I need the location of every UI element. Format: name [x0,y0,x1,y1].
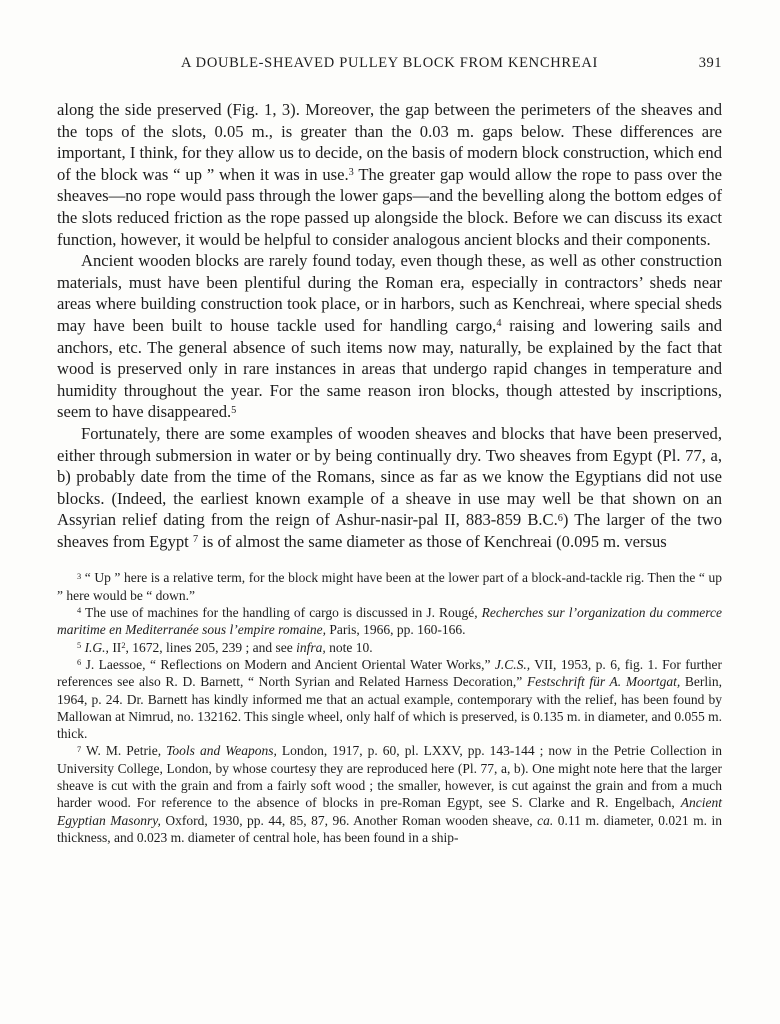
footnote-marker: 2 [121,640,126,650]
footnote-marker: 4 [77,606,82,616]
running-title: A DOUBLE-SHEAVED PULLEY BLOCK FROM KENCHREAI [180,55,599,71]
body-paragraph: along the side preserved (Fig. 1, 3). Moreover, the gap between the perimeters of the sheaves and the tops of the slots, 0.05 m., is greater than the 0.03 m. gaps below. These differences are important, I think, for they allow us to decide, on the basis of modern block construction, which end of the block was “ up ” when it was in use.$^3$ The greater gap would allow the rope to pass over the sheaves—no rope would pass through the lower gaps—and the bevelling along the bottom edges of the slots reduced friction as the rope passed up alongside the block. Before we can discuss its exact function, however, it would be helpful to consider analogous ancient blocks and their components. [57,100,723,249]
italic-text: Recherches sur l’organization du commerce maritime en Mediterranée sous l’empire romaine, [57,605,722,638]
footnotes [57,569,722,846]
footnote-marker: 5 [77,640,82,650]
italic-text: Tools and Weapons, [166,743,277,759]
footnote-marker: 3 [77,571,82,581]
footnote: $^5$ I.G., $II^2$, 1672, lines 205, 239 ; and see infra, note 10. [77,639,373,655]
page-header [57,55,722,72]
footnote-marker: 6 [557,512,563,524]
page-number: 391 [698,55,722,71]
footnote-marker: 5 [231,404,237,416]
footnote-marker: 6 [77,658,82,668]
footnote-marker: 7 [192,534,199,546]
body-text [57,99,722,552]
footnote: $^7$ W. M. Petrie, Tools and Weapons, London, 1917, p. 60, pl. LXXV, pp. 143-144 ; now in the Petrie Collection in University College, London, by whose courtesy they are reproduced here (Pl. 77, a, b). One might note here that the larger sheave is cut with the grain and from a fairly soft wood ; the smaller, however, is cut against the grain and from a much harder wood. For reference to the absence of blocks in pre-Roman Egypt, see S. Clarke and R. Engelbach, Ancient Egyptian Masonry, Oxford, 1930, pp. 44, 85, 87, 96. Another Roman wooden sheave, ca. 0.11 m. diameter, 0.021 m. in thickness, and 0.023 m. diameter of central hole, has been found in a ship- [57,743,723,845]
italic-text: Ancient Egyptian Masonry, [57,795,722,828]
italic-text: ca. [537,812,554,828]
footnote-marker: 4 [496,318,502,330]
footnote: $^6$ J. Laessoe, “ Reflections on Modern and Ancient Oriental Water Works,” J.C.S., VII, 1953, p. 6, fig. 1. For further references see also R. D. Barnett, “ North Syrian and Related Harness Decoration,” Festschrift für A. Moortgat, Berlin, 1964, p. 24. Dr. Barnett has kindly informed me that an actual example, contemporary with the relief, has been found by Mallowan at Nimrud, no. 132162. This single wheel, only half of which is preserved, is 0.135 m. in diameter, and 0.055 m. thick. [57,656,722,742]
footnote-marker: 3 [348,167,354,179]
italic-text: Festschrift für A. Moortgat, [526,674,681,690]
footnote: $^4$ The use of machines for the handling of cargo is discussed in J. Rougé, Recherches sur l’organization du commerce maritime en Mediterranée sous l’empire romaine, Paris, 1966, pp. 160-166. [57,605,722,638]
body-paragraph: Fortunately, there are some examples of wooden sheaves and blocks that have been preserved, either through submersion in water or by being continually dry. Two sheaves from Egypt (Pl. 77, a, b) probably date from the time of the Romans, since as far as we know the Egyptians did not use blocks. (Indeed, the earliest known example of a sheave in use may well be that shown on an Assyrian relief dating from the reign of Ashur-nasir-pal II, 883-859 B.C.$^6$) The larger of the two sheaves from Egypt $^7$ is of almost the same diameter as those of Kenchreai (0.095 m. versus [57,423,722,551]
footnote: $^3$ “ Up ” here is a relative term, for the block might have been at the lower part of a block-and-tackle rig. Then the “ up ” here would be “ down.” [57,570,722,603]
italic-text: J.C.S., [494,656,531,672]
italic-text: infra, [296,639,326,655]
body-paragraph: Ancient wooden blocks are rarely found today, even though these, as well as other construction materials, must have been plentiful during the Roman era, especially in contractors’ sheds near areas where building construction took place, or in harbors, such as Kenchreai, where special sheds may have been built to house tackle used for handling cargo,$^4$ raising and lowering sails and anchors, etc. The general absence of such items now may, naturally, be explained by the fact that wood is preserved only in rare instances in areas that undergo rapid changes in temperature and humidity throughout the year. For the same reason iron blocks, though attested by inscriptions, seem to have disappeared.$^5$ [57,251,722,422]
italic-text: I.G., [84,639,109,655]
footnote-marker: 7 [77,744,82,754]
